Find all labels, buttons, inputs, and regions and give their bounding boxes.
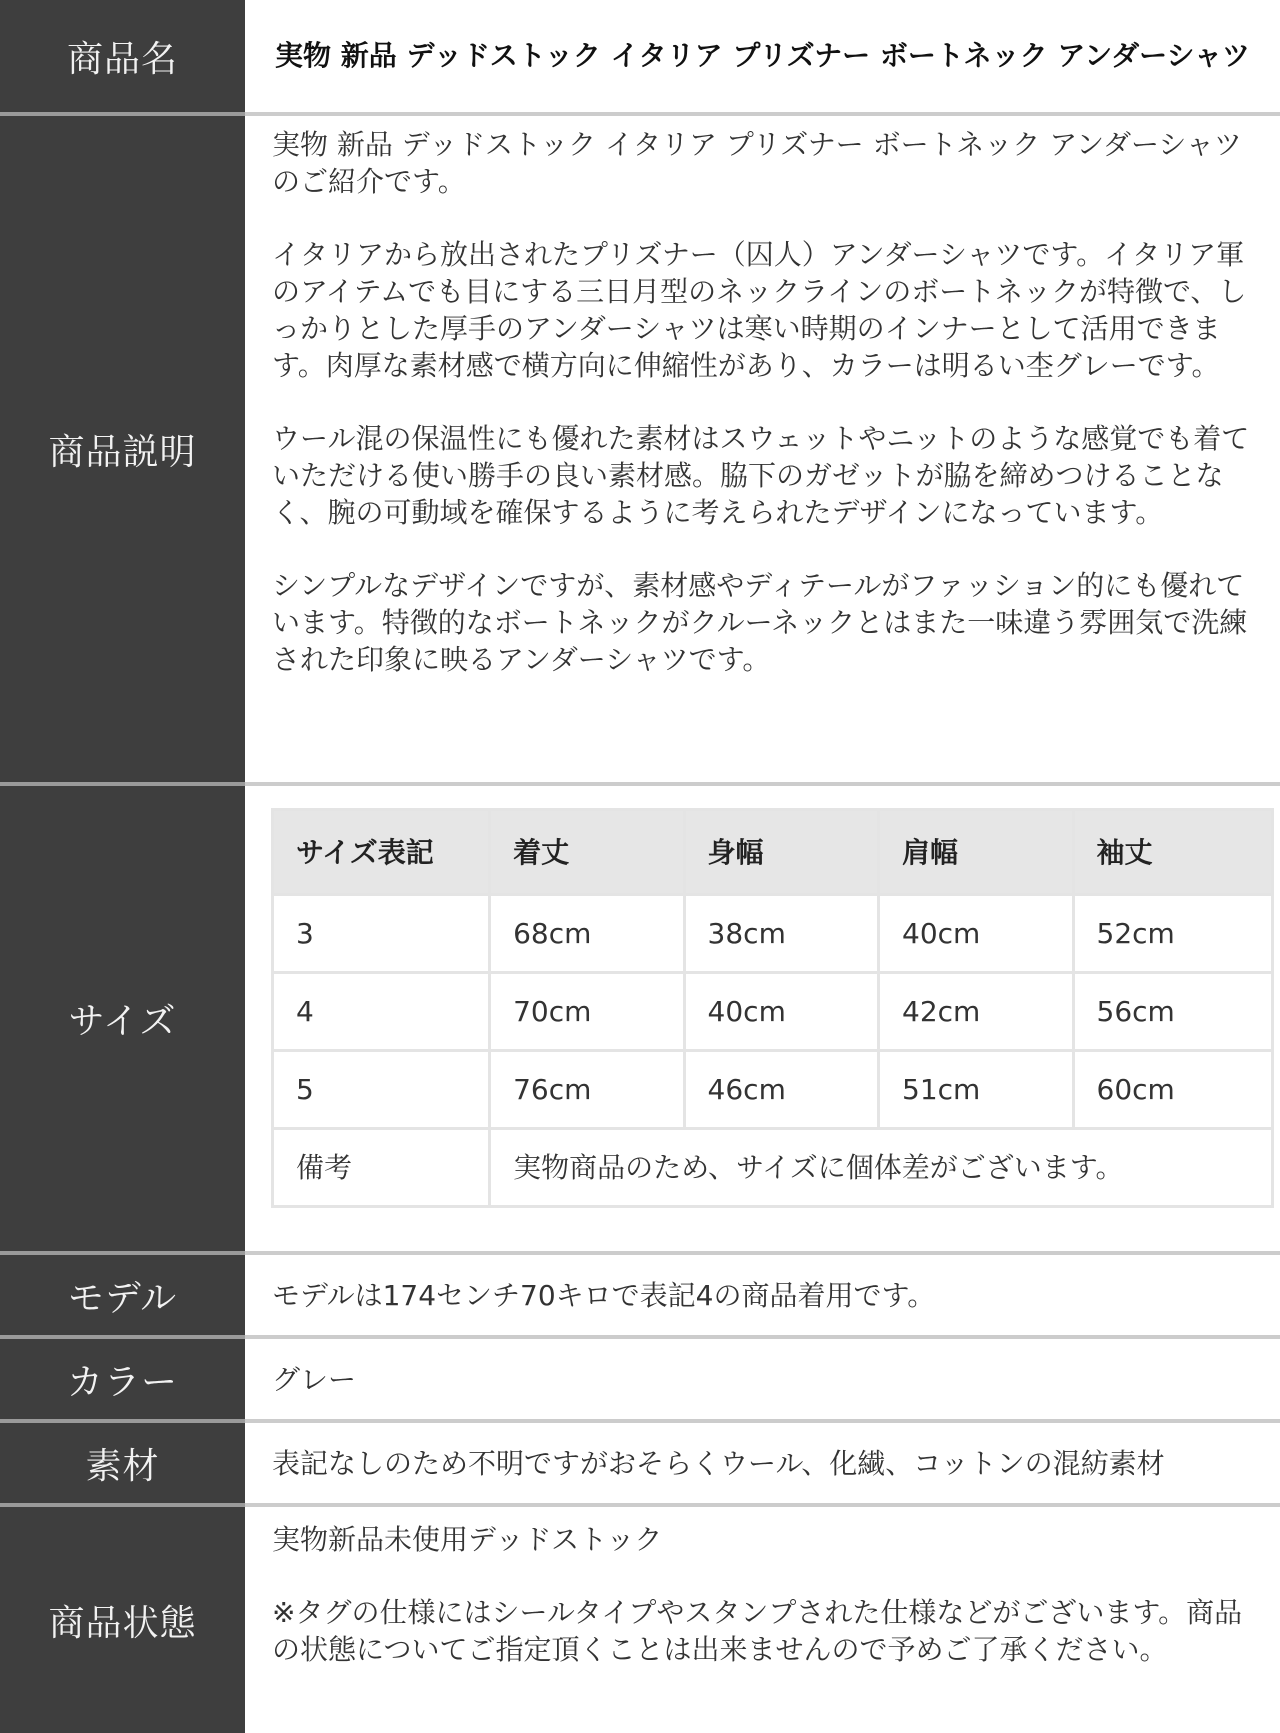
size-table-header: 肩幅 [879,810,1073,895]
size-cell: 46cm [684,1051,878,1129]
size-note-text: 実物商品のため、サイズに個体差がございます。 [490,1129,1273,1207]
model-value [245,1255,1280,1335]
size-table [271,808,1274,1208]
table-row [273,973,1273,1051]
product-name-value: 実物 新品 デッドストック イタリア プリズナー ボートネック アンダーシャツ [275,39,1250,72]
table-row [273,1051,1273,1129]
size-cell: 42cm [879,973,1073,1051]
table-row [273,895,1273,973]
size-cell: 68cm [490,895,684,973]
color-text: グレー [272,1362,357,1396]
spec-label-condition: 商品状態 [0,1507,245,1733]
material-value [245,1423,1280,1503]
size-cell: 51cm [879,1051,1073,1129]
size-cell: 76cm [490,1051,684,1129]
spec-row-condition [0,1507,1280,1733]
color-value [245,1339,1280,1419]
spec-row-color [0,1339,1280,1419]
size-cell: 52cm [1073,895,1272,973]
size-cell: 5 [273,1051,490,1129]
size-table-header: 身幅 [684,810,878,895]
size-cell: 60cm [1073,1051,1272,1129]
size-table-header-row [273,810,1273,895]
spec-row-description [0,116,1280,782]
size-cell: 38cm [684,895,878,973]
spec-row-product-name [0,0,1280,112]
spec-label-model: モデル [0,1255,245,1335]
condition-paragraph: 実物新品未使用デッドストック [272,1523,663,1556]
size-table-note-row [273,1129,1273,1207]
description-paragraph: ウール混の保温性にも優れた素材はスウェットやニットのような感覚でも着ていただける使い勝手の良い素材感。脇下のガゼットが脇を締めつけることなく、腕の可動域を確保するように考えられたデザインになっています。 [272,422,1250,529]
spec-label-product-name: 商品名 [0,0,245,112]
size-cell: 3 [273,895,490,973]
description-paragraph: シンプルなデザインですが、素材感やディテールがファッション的にも優れています。特徴的なボートネックがクルーネックとはまた一味違う雰囲気で洗練された印象に映るアンダーシャツです。 [272,569,1248,676]
description-value [245,116,1280,782]
size-cell: 40cm [684,973,878,1051]
size-cell: 40cm [879,895,1073,973]
condition-paragraph: ※タグの仕様にはシールタイプやスタンプされた仕様などがございます。商品の状態についてご指定頂くことは出来ませんので予めご了承ください。 [272,1596,1243,1666]
spec-row-size [0,786,1280,1251]
size-table-header: 袖丈 [1073,810,1272,895]
size-table-header: 着丈 [490,810,684,895]
description-paragraph: 実物 新品 デッドストック イタリア プリズナー ボートネック アンダーシャツのご紹介です。 [272,128,1242,198]
spec-label-description: 商品説明 [0,116,245,782]
spec-label-material: 素材 [0,1423,245,1503]
size-note-label: 備考 [273,1129,490,1207]
condition-value [245,1507,1280,1733]
spec-label-size: サイズ [0,786,245,1251]
material-text: 表記なしのため不明ですがおそらくウール、化繊、コットンの混紡素材 [272,1446,1165,1480]
spec-row-material [0,1423,1280,1503]
size-cell: 70cm [490,973,684,1051]
size-cell: 4 [273,973,490,1051]
spec-row-model [0,1255,1280,1335]
size-value [245,786,1280,1251]
model-text: モデルは174センチ70キロで表記4の商品着用です。 [272,1278,936,1312]
size-cell: 56cm [1073,973,1272,1051]
size-table-header: サイズ表記 [273,810,490,895]
description-paragraph: イタリアから放出されたプリズナー（囚人）アンダーシャツです。イタリア軍のアイテムでも目にする三日月型のネックラインのボートネックが特徴で、しっかりとした厚手のアンダーシャツは寒い時期のインナーとして活用できます。肉厚な素材感で横方向に伸縮性があり、カラーは明るい杢グレーです。 [272,238,1247,382]
spec-label-color: カラー [0,1339,245,1419]
